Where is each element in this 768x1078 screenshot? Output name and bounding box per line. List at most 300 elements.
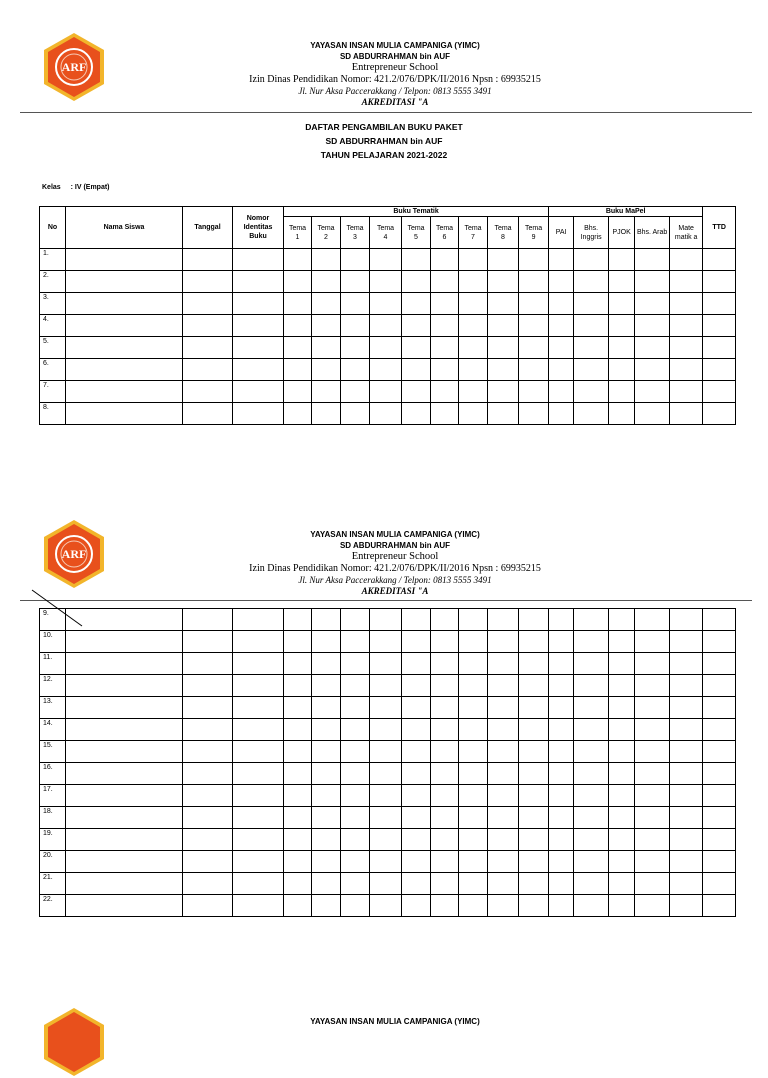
table-cell [549,829,574,851]
table-cell [402,293,431,315]
table-cell [488,403,519,425]
table-cell [609,675,635,697]
table-cell [459,653,488,675]
table-cell [574,895,609,917]
table-cell [233,785,284,807]
table-cell [670,271,703,293]
table-cell [341,381,370,403]
row-number: 11. [40,653,66,675]
school-name: SD ABDURRAHMAN bin AUF [339,541,451,550]
table-cell [66,741,183,763]
table-row [40,609,736,631]
table-cell [341,293,370,315]
table-cell [519,829,549,851]
row-number: 22. [40,895,66,917]
table-cell [183,271,233,293]
foundation-name: YAYASAN INSAN MULIA CAMPANIGA (YIMC) [310,1017,480,1026]
table-cell [635,807,670,829]
school-address: Jl. Nur Aksa Paccerakkang / Telpon: 0813 5555 3491 [298,575,492,585]
foundation-name: YAYASAN INSAN MULIA CAMPANIGA (YIMC) [310,530,480,539]
col-tema-9: Tema 9 [519,217,549,249]
row-number: 14. [40,719,66,741]
table-cell [459,359,488,381]
table-cell [519,851,549,873]
table-cell [341,785,370,807]
table-cell [609,609,635,631]
table-cell [402,895,431,917]
school-name: SD ABDURRAHMAN bin AUF [339,52,451,61]
table-cell [519,381,549,403]
table-cell [312,403,341,425]
table-cell [233,315,284,337]
table-cell [574,763,609,785]
row-number: 4. [40,315,66,337]
table-cell [703,631,736,653]
table-cell [66,249,183,271]
row-number: 1. [40,249,66,271]
table-cell [402,873,431,895]
table-cell [284,763,312,785]
table-cell [488,697,519,719]
letterhead [230,40,560,108]
table-cell [635,653,670,675]
table-cell [183,249,233,271]
table-cell [519,293,549,315]
table-cell [519,609,549,631]
table-cell [549,851,574,873]
table-cell [549,895,574,917]
table-cell [284,873,312,895]
table-cell [488,359,519,381]
table-cell [370,741,402,763]
table-cell [402,807,431,829]
table-cell [609,653,635,675]
table-cell [66,403,183,425]
table-cell [431,631,459,653]
table-cell [609,403,635,425]
permit-number: Izin Dinas Pendidikan Nomor: 421.2/076/DPK/II/2016 Npsn : 69935215 [249,563,541,574]
table-cell [431,785,459,807]
table-cell [312,873,341,895]
table-cell [703,249,736,271]
table-cell [341,249,370,271]
table-cell [431,337,459,359]
school-logo [41,1006,107,1078]
table-cell [370,293,402,315]
table-cell [574,249,609,271]
row-number: 19. [40,829,66,851]
table-cell [519,741,549,763]
table-cell [66,271,183,293]
table-cell [459,719,488,741]
accreditation: AKREDITASI "A [361,586,429,596]
table-cell [519,697,549,719]
table-cell [183,315,233,337]
table-cell [431,249,459,271]
table-cell [670,697,703,719]
table-cell [519,403,549,425]
table-cell [670,763,703,785]
table-cell [574,403,609,425]
table-cell [183,895,233,917]
table-cell [431,271,459,293]
table-cell [183,653,233,675]
table-cell [574,609,609,631]
table-row [40,315,736,337]
table-cell [519,895,549,917]
table-cell [703,271,736,293]
class-label: Kelas [42,184,61,191]
table-cell [574,741,609,763]
header-rule [20,600,752,601]
table-cell [284,895,312,917]
table-cell [488,785,519,807]
book-table-page2 [39,608,736,917]
doc-title: DAFTAR PENGAMBILAN BUKU PAKET [305,122,463,132]
table-cell [609,359,635,381]
table-cell [703,609,736,631]
table-cell [284,271,312,293]
table-cell [370,829,402,851]
permit-number: Izin Dinas Pendidikan Nomor: 421.2/076/DPK/II/2016 Npsn : 69935215 [249,74,541,85]
table-cell [609,763,635,785]
table-cell [670,293,703,315]
table-cell [549,631,574,653]
table-cell [402,675,431,697]
table-cell [284,381,312,403]
row-number: 12. [40,675,66,697]
table-cell [703,851,736,873]
letterhead [230,1016,560,1027]
table-cell [312,851,341,873]
table-cell [703,741,736,763]
table-cell [312,359,341,381]
table-cell [341,315,370,337]
table-cell [370,873,402,895]
table-cell [459,249,488,271]
table-row [40,763,736,785]
table-cell [670,337,703,359]
table-cell [670,653,703,675]
table-cell [574,851,609,873]
table-cell [233,631,284,653]
col-sign: TTD [703,207,736,249]
table-cell [312,293,341,315]
table-row [40,785,736,807]
table-cell [670,631,703,653]
table-cell [233,895,284,917]
row-number: 20. [40,851,66,873]
header-rule [20,112,752,113]
table-cell [431,719,459,741]
table-cell [370,403,402,425]
table-cell [488,631,519,653]
table-cell [635,381,670,403]
col-tema-3: Tema 3 [341,217,370,249]
table-cell [635,249,670,271]
table-cell [370,697,402,719]
table-cell [183,807,233,829]
table-cell [519,873,549,895]
table-cell [703,895,736,917]
table-cell [670,829,703,851]
table-row [40,895,736,917]
table-cell [459,315,488,337]
table-cell [402,381,431,403]
table-cell [183,851,233,873]
table-cell [183,719,233,741]
table-cell [402,315,431,337]
table-cell [635,873,670,895]
table-cell [519,271,549,293]
table-cell [459,873,488,895]
doc-year: TAHUN PELAJARAN 2021-2022 [320,150,448,160]
row-number: 7. [40,381,66,403]
table-cell [284,315,312,337]
table-cell [233,829,284,851]
table-cell [670,741,703,763]
table-cell [635,675,670,697]
table-cell [609,807,635,829]
table-cell [312,807,341,829]
table-cell [609,785,635,807]
svg-text:ARF: ARF [61,547,87,561]
row-number: 5. [40,337,66,359]
table-cell [609,851,635,873]
col-tema-4: Tema 4 [370,217,402,249]
table-cell [488,381,519,403]
table-cell [431,763,459,785]
table-cell [670,359,703,381]
table-cell [183,697,233,719]
table-cell [670,249,703,271]
table-cell [519,785,549,807]
table-cell [670,785,703,807]
table-cell [66,895,183,917]
school-tagline: Entrepreneur School [351,62,439,73]
table-cell [66,359,183,381]
table-cell [312,381,341,403]
table-cell [341,271,370,293]
table-cell [670,675,703,697]
table-cell [609,895,635,917]
table-cell [66,315,183,337]
table-cell [549,741,574,763]
table-row [40,359,736,381]
table-cell [312,609,341,631]
table-cell [431,293,459,315]
table-cell [574,675,609,697]
col-date: Tanggal [183,207,233,249]
table-cell [459,741,488,763]
table-cell [459,271,488,293]
row-number: 18. [40,807,66,829]
table-cell [233,381,284,403]
table-cell [312,741,341,763]
table-cell [66,337,183,359]
table-cell [670,315,703,337]
col-mapel-2: Bhs. Inggris [574,217,609,249]
table-cell [703,315,736,337]
table-cell [488,315,519,337]
table-cell [402,697,431,719]
table-row [40,653,736,675]
table-cell [183,675,233,697]
table-cell [635,315,670,337]
table-cell [635,895,670,917]
table-cell [284,697,312,719]
table-row [40,271,736,293]
table-cell [233,403,284,425]
table-cell [66,631,183,653]
table-cell [670,609,703,631]
table-cell [312,315,341,337]
table-cell [341,653,370,675]
table-cell [341,609,370,631]
table-cell [635,631,670,653]
table-cell [574,293,609,315]
doc-school: SD ABDURRAHMAN bin AUF [325,136,443,146]
table-cell [183,293,233,315]
school-logo [41,518,107,590]
table-cell [370,895,402,917]
table-cell [341,741,370,763]
table-cell [549,337,574,359]
table-cell [312,763,341,785]
table-cell [183,873,233,895]
school-tagline: Entrepreneur School [351,551,439,562]
table-cell [488,873,519,895]
table-cell [488,675,519,697]
table-cell [609,719,635,741]
table-cell [459,851,488,873]
table-row [40,675,736,697]
col-tema-8: Tema 8 [488,217,519,249]
table-cell [670,807,703,829]
table-cell [574,631,609,653]
table-cell [574,785,609,807]
table-cell [459,895,488,917]
table-row [40,697,736,719]
table-cell [609,631,635,653]
table-row [40,293,736,315]
table-cell [609,293,635,315]
table-cell [549,315,574,337]
table-cell [341,719,370,741]
table-cell [284,293,312,315]
table-cell [459,763,488,785]
table-cell [183,631,233,653]
table-cell [431,381,459,403]
table-cell [284,337,312,359]
table-cell [341,851,370,873]
table-cell [402,271,431,293]
table-cell [312,337,341,359]
table-cell [183,609,233,631]
table-cell [459,403,488,425]
table-cell [635,785,670,807]
table-cell [549,763,574,785]
col-tema-2: Tema 2 [312,217,341,249]
table-cell [66,609,183,631]
table-cell [635,337,670,359]
table-cell [341,337,370,359]
table-cell [549,359,574,381]
table-cell [519,359,549,381]
table-cell [549,873,574,895]
table-cell [574,359,609,381]
accreditation: AKREDITASI "A [361,97,429,107]
table-cell [341,829,370,851]
table-cell [549,697,574,719]
table-row [40,851,736,873]
table-cell [635,697,670,719]
table-cell [549,293,574,315]
table-cell [609,249,635,271]
row-number: 17. [40,785,66,807]
class-value: IV (Empat) [74,184,110,191]
col-tema-1: Tema 1 [284,217,312,249]
table-cell [431,359,459,381]
table-cell [233,697,284,719]
table-cell [431,697,459,719]
table-cell [183,359,233,381]
table-cell [233,293,284,315]
col-tema-6: Tema 6 [431,217,459,249]
table-cell [233,337,284,359]
table-cell [549,719,574,741]
table-cell [488,807,519,829]
table-cell [635,359,670,381]
table-cell [703,697,736,719]
table-cell [370,381,402,403]
table-cell [370,807,402,829]
table-cell [284,653,312,675]
table-cell [402,785,431,807]
table-cell [670,381,703,403]
table-cell [370,675,402,697]
table-cell [66,829,183,851]
table-cell [574,873,609,895]
table-cell [574,653,609,675]
row-number: 13. [40,697,66,719]
group-tematik: Buku Tematik [284,207,549,217]
table-cell [431,315,459,337]
table-cell [488,653,519,675]
table-cell [233,741,284,763]
table-cell [574,315,609,337]
table-cell [341,697,370,719]
table-cell [183,763,233,785]
col-mapel-3: PJOK [609,217,635,249]
table-cell [488,337,519,359]
table-cell [370,653,402,675]
table-cell [66,719,183,741]
table-cell [459,337,488,359]
table-cell [312,271,341,293]
table-cell [635,293,670,315]
table-cell [519,337,549,359]
table-cell [312,785,341,807]
table-cell [549,249,574,271]
table-cell [66,873,183,895]
table-cell [519,249,549,271]
table-cell [66,763,183,785]
table-cell [459,807,488,829]
table-cell [402,359,431,381]
table-cell [402,763,431,785]
table-cell [703,763,736,785]
